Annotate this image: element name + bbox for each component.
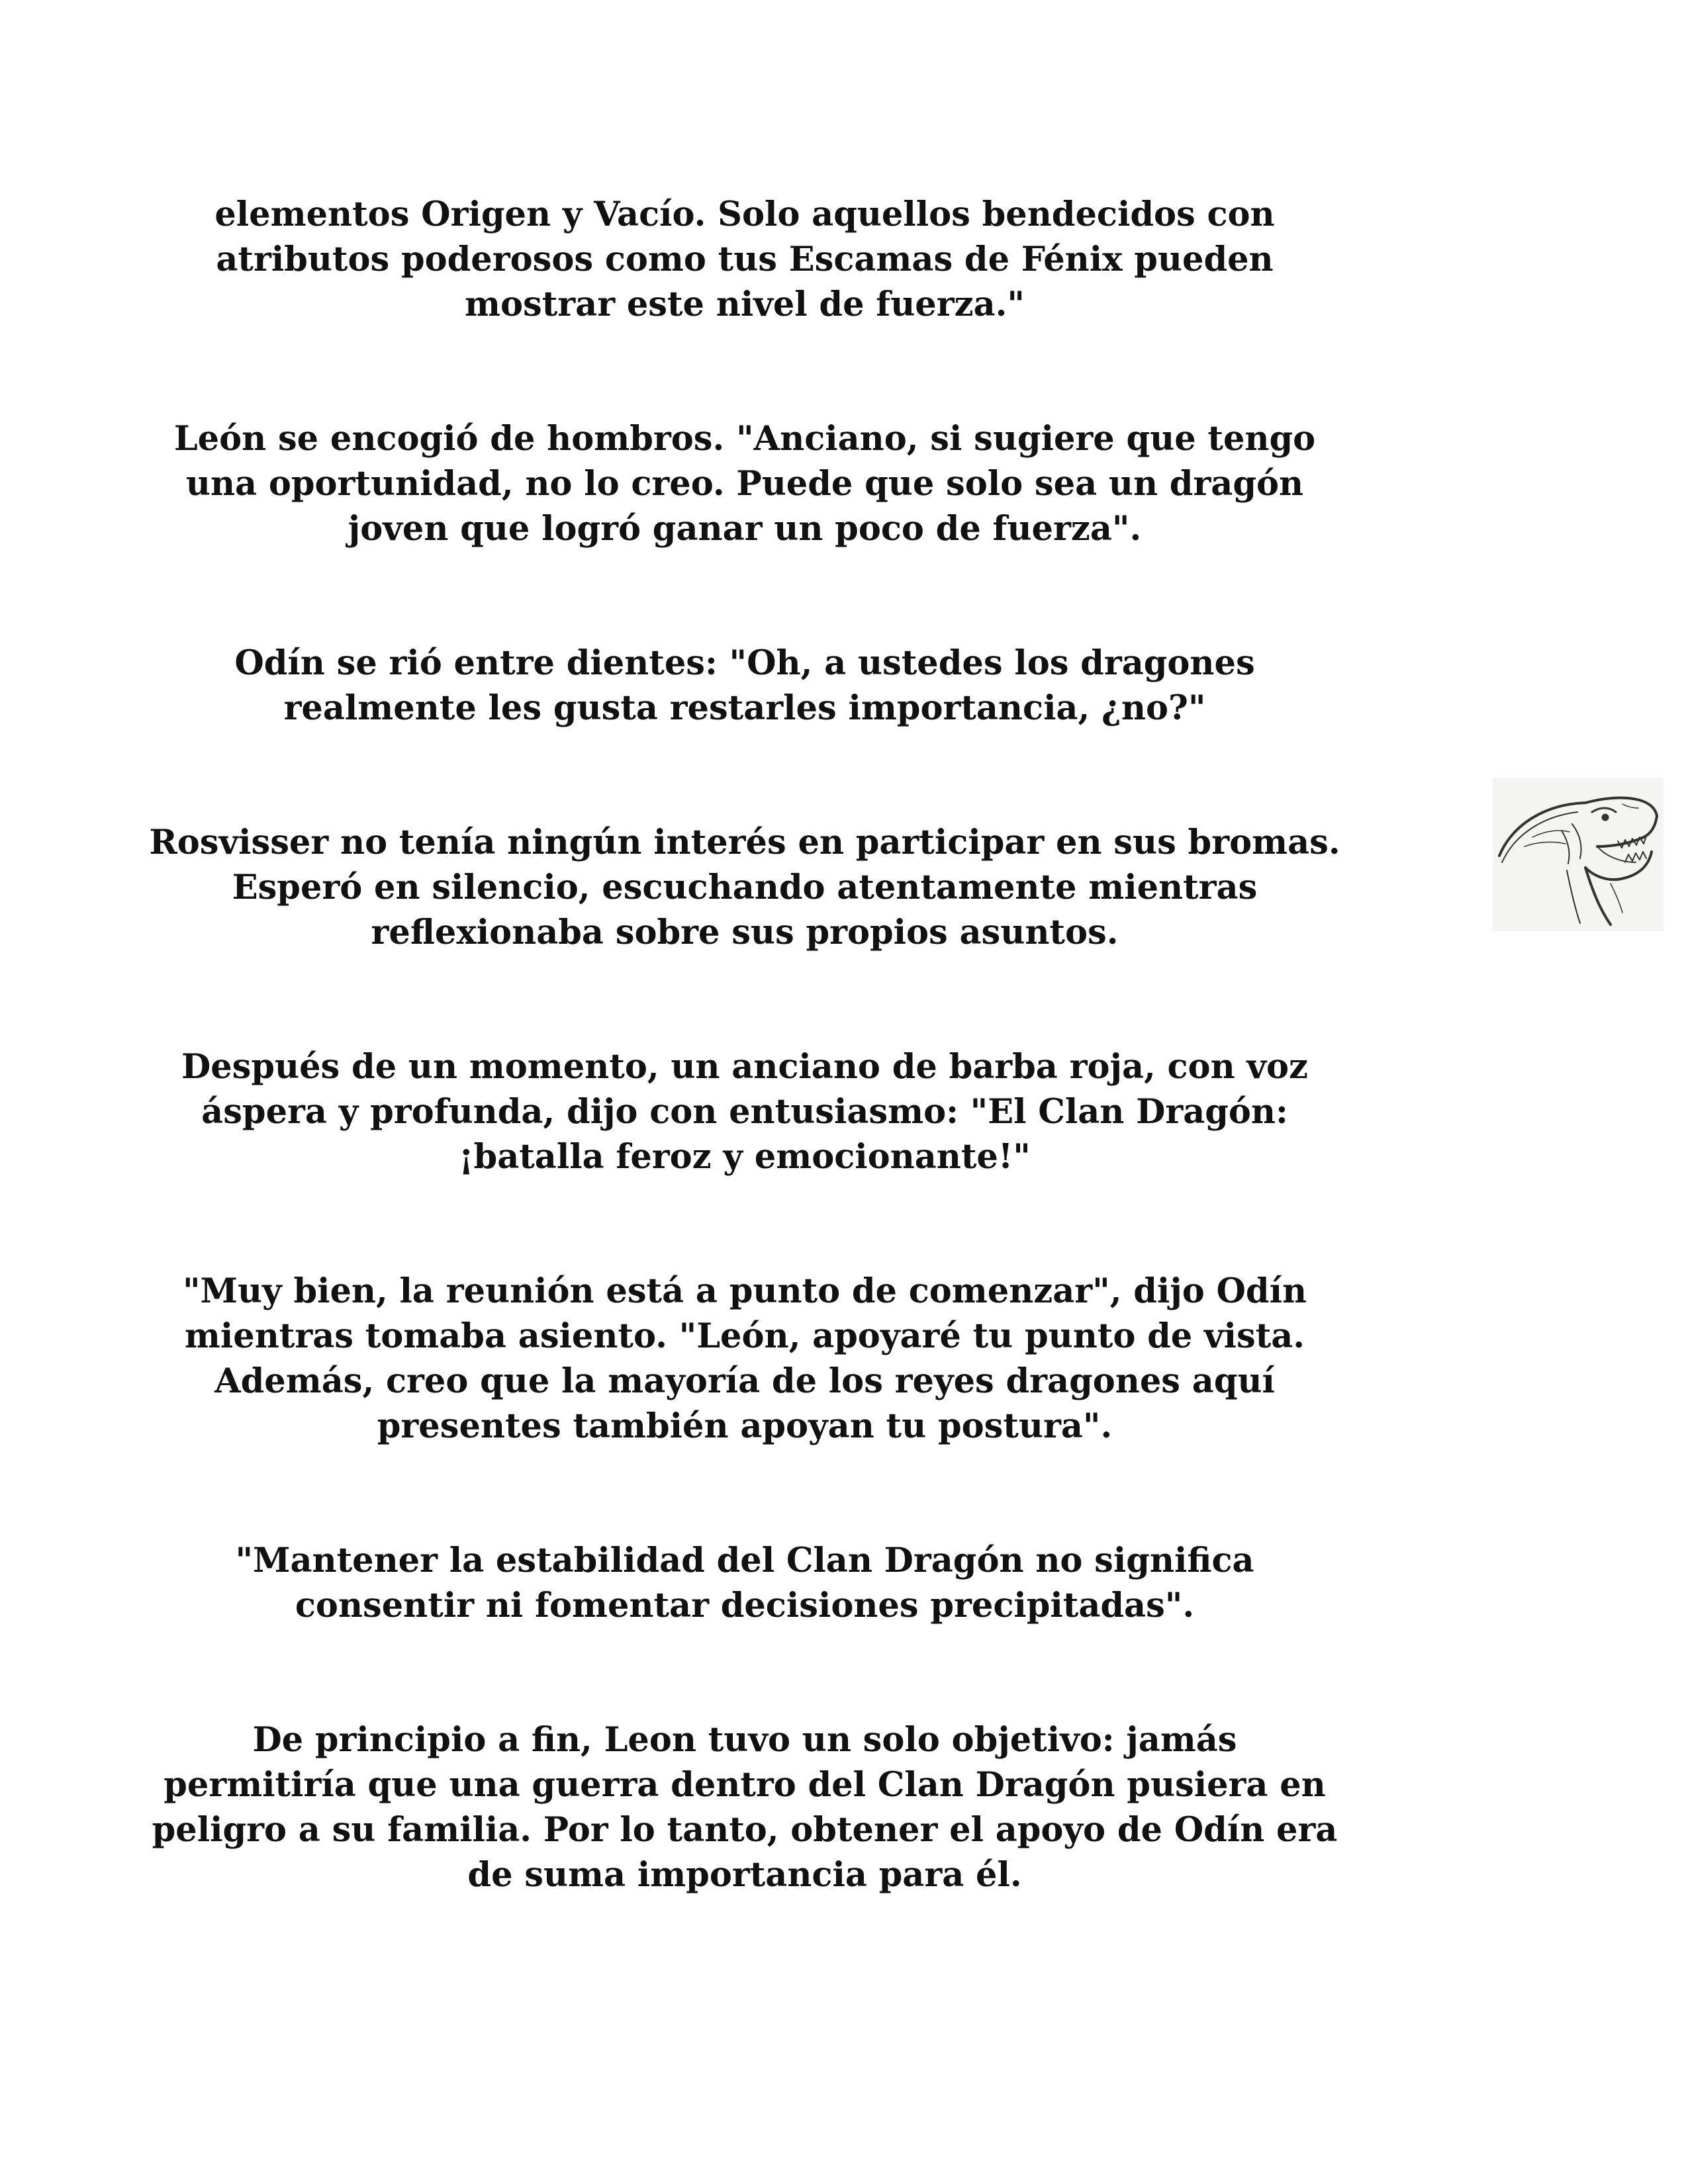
paragraph-3 <box>132 641 1357 731</box>
paragraph-6 <box>132 1269 1357 1449</box>
paragraph-8 <box>132 1717 1357 1897</box>
text-line: Esperó en silencio, escuchando atentamente mientras <box>232 868 1258 907</box>
text-line: permitiría que una guerra dentro del Clan Dragón pusiera en <box>164 1765 1326 1805</box>
paragraph-7 <box>132 1538 1357 1628</box>
paragraph-5 <box>132 1044 1357 1179</box>
paragraph-1 <box>132 192 1357 327</box>
text-line: mostrar este nivel de fuerza." <box>465 285 1025 324</box>
text-line: consentir ni fomentar decisiones precipitadas". <box>295 1586 1195 1625</box>
body-text <box>132 192 1357 1987</box>
dinosaur-head-sketch-icon <box>1493 778 1664 931</box>
text-line: reflexionaba sobre sus propios asuntos. <box>371 913 1119 952</box>
text-line: Odín se rió entre dientes: "Oh, a ustedes los dragones <box>234 643 1255 683</box>
text-line: Además, creo que la mayoría de los reyes dragones aquí <box>214 1361 1275 1401</box>
text-line: atributos poderosos como tus Escamas de Fénix pueden <box>216 240 1274 279</box>
text-line: joven que logró ganar un poco de fuerza". <box>348 509 1142 549</box>
text-line: elementos Origen y Vacío. Solo aquellos bendecidos con <box>214 195 1275 234</box>
text-line: áspera y profunda, dijo con entusiasmo: "El Clan Dragón: <box>201 1092 1288 1132</box>
text-line: Rosvisser no tenía ningún interés en participar en sus bromas. <box>149 823 1340 862</box>
paragraph-4 <box>132 820 1357 955</box>
text-line: de suma importancia para él. <box>467 1855 1022 1895</box>
text-line: De principio a fin, Leon tuvo un solo objetivo: jamás <box>252 1720 1237 1760</box>
text-line: Después de un momento, un anciano de barba roja, con voz <box>181 1047 1309 1087</box>
text-line: peligro a su familia. Por lo tanto, obtener el apoyo de Odín era <box>152 1810 1338 1850</box>
text-line: León se encogió de hombros. "Anciano, si sugiere que tengo <box>173 419 1316 459</box>
text-line: "Mantener la estabilidad del Clan Dragón no significa <box>235 1541 1254 1580</box>
text-line: una oportunidad, no lo creo. Puede que solo sea un dragón <box>185 464 1304 504</box>
text-line: ¡batalla feroz y emocionante!" <box>459 1137 1031 1177</box>
text-line: presentes también apoyan tu postura". <box>377 1406 1113 1446</box>
text-line: mientras tomaba asiento. "León, apoyaré tu punto de vista. <box>184 1316 1305 1356</box>
text-line: "Muy bien, la reunión está a punto de comenzar", dijo Odín <box>182 1271 1307 1311</box>
paragraph-2 <box>132 416 1357 551</box>
text-line: realmente les gusta restarles importancia, ¿no?" <box>283 688 1206 728</box>
